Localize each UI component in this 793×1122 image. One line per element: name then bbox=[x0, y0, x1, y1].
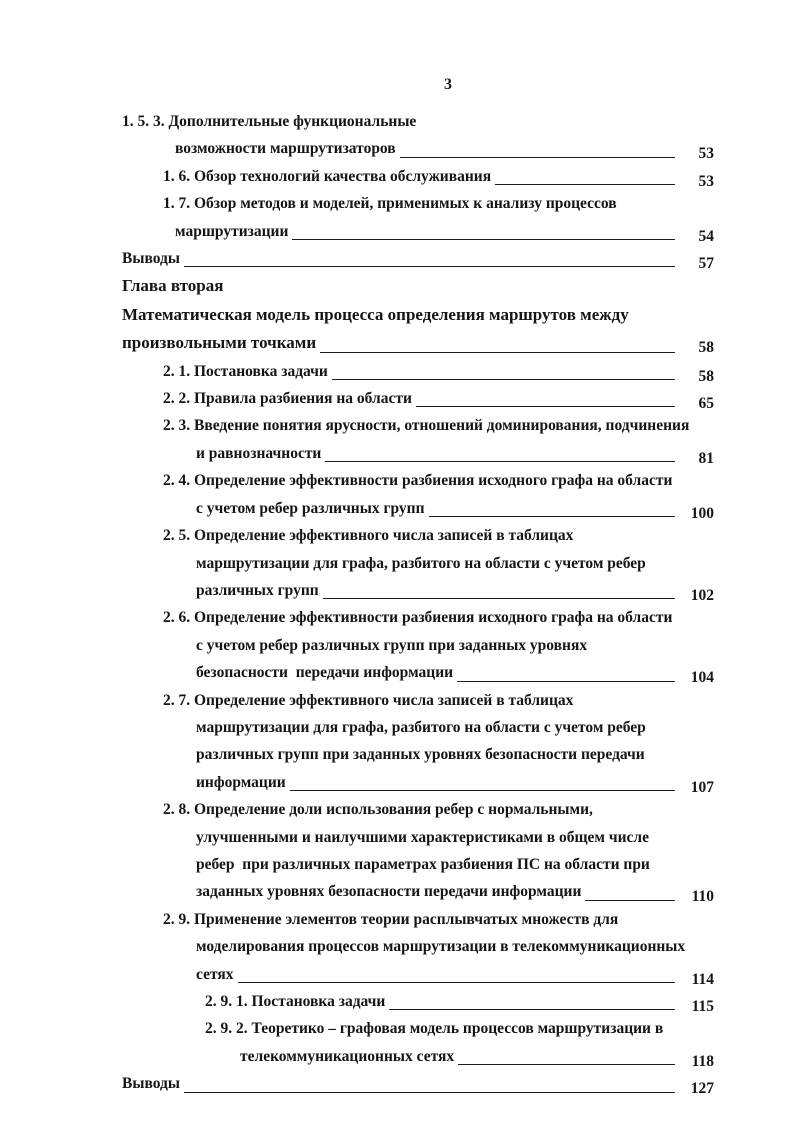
toc-line bbox=[122, 577, 714, 604]
toc-line bbox=[122, 933, 714, 960]
leader-line bbox=[180, 245, 682, 272]
toc-line-text: с учетом ребер различных групп bbox=[196, 499, 425, 517]
leader-line bbox=[319, 577, 682, 604]
toc-line bbox=[122, 495, 714, 522]
toc-line bbox=[122, 687, 714, 714]
toc-line-text: телекоммуникационных сетях bbox=[240, 1047, 455, 1065]
toc-line bbox=[122, 851, 714, 878]
leader-line bbox=[453, 659, 682, 686]
toc-line-text: 1. 7. Обзор методов и моделей, применимых к анализу процессов bbox=[163, 195, 617, 213]
toc-line-text: 2. 1. Постановка задачи bbox=[163, 362, 328, 380]
toc-line-text: 2. 9. 2. Теоретико – графовая модель процессов маршрутизации в bbox=[205, 1020, 664, 1038]
toc-line bbox=[122, 824, 714, 851]
page-ref: 53 bbox=[698, 145, 714, 163]
toc-line bbox=[122, 906, 714, 933]
toc-entry bbox=[122, 796, 714, 906]
toc-line bbox=[122, 135, 714, 162]
toc-line bbox=[122, 522, 714, 549]
toc-line bbox=[122, 961, 714, 988]
toc-line bbox=[122, 467, 714, 494]
leader-line bbox=[234, 961, 683, 988]
toc-line bbox=[122, 163, 714, 190]
toc-line bbox=[122, 632, 714, 659]
toc-line bbox=[122, 190, 714, 217]
leader-line bbox=[321, 440, 682, 467]
toc-line-text: 1. 6. Обзор технологий качества обслуживания bbox=[163, 167, 492, 185]
page-ref: 110 bbox=[691, 888, 714, 906]
toc-line-text: и равнозначности bbox=[196, 444, 322, 462]
toc-entry bbox=[122, 245, 714, 272]
toc-line bbox=[122, 769, 714, 796]
toc-chapter-heading bbox=[122, 272, 714, 300]
page-ref: 114 bbox=[691, 970, 714, 988]
page-ref: 58 bbox=[698, 339, 714, 357]
toc-entry bbox=[122, 988, 714, 1015]
page-ref: 127 bbox=[690, 1080, 714, 1098]
toc-line bbox=[122, 440, 714, 467]
page-ref: 57 bbox=[698, 255, 714, 273]
toc-entry bbox=[122, 163, 714, 190]
toc-line-text: 2. 8. Определение доли использования ребер с нормальными, bbox=[163, 801, 593, 819]
page-ref: 81 bbox=[698, 449, 714, 467]
toc-line bbox=[122, 714, 714, 741]
toc-line-text: моделирования процессов маршрутизации в телекоммуникационных bbox=[196, 938, 686, 956]
toc-line-text: Глава вторая bbox=[122, 276, 224, 296]
toc-entry bbox=[122, 467, 714, 522]
toc-line-text: Выводы bbox=[122, 1075, 180, 1093]
toc bbox=[122, 108, 714, 1098]
toc-line-text: 1. 5. 3. Дополнительные функциональные bbox=[122, 113, 417, 130]
toc-line-text: сетях bbox=[196, 965, 234, 983]
toc-line bbox=[122, 988, 714, 1015]
page-ref: 104 bbox=[690, 669, 714, 687]
toc-line-text: информации bbox=[196, 773, 286, 791]
leader-line bbox=[491, 163, 682, 190]
toc-line bbox=[122, 741, 714, 768]
toc-line-text: заданных уровнях безопасности передачи информации bbox=[196, 883, 582, 901]
toc-line bbox=[122, 301, 714, 329]
toc-line-text: 2. 2. Правила разбиения на области bbox=[163, 390, 412, 408]
toc-entry bbox=[122, 385, 714, 412]
page-ref: 53 bbox=[698, 172, 714, 190]
toc-content bbox=[122, 76, 714, 1098]
toc-entry bbox=[122, 687, 714, 797]
toc-line bbox=[122, 878, 714, 905]
toc-entry bbox=[122, 412, 714, 467]
leader-line bbox=[396, 135, 682, 162]
toc-line-text: Выводы bbox=[122, 250, 180, 268]
leader-line bbox=[288, 218, 682, 245]
toc-line bbox=[122, 245, 714, 272]
toc-entry bbox=[122, 604, 714, 686]
toc-line-text: различных групп bbox=[196, 581, 319, 599]
toc-entry bbox=[122, 1015, 714, 1070]
toc-line bbox=[122, 1043, 714, 1070]
page-ref: 107 bbox=[690, 778, 714, 796]
toc-line-text: маршрутизации bbox=[175, 222, 289, 240]
toc-line-text: 2. 6. Определение эффективности разбиения исходного графа на области bbox=[163, 609, 673, 627]
toc-entry bbox=[122, 358, 714, 385]
leader-line bbox=[385, 988, 682, 1015]
leader-line bbox=[328, 358, 682, 385]
toc-line-text: возможности маршрутизаторов bbox=[175, 140, 396, 158]
toc-entry bbox=[122, 190, 714, 245]
toc-line bbox=[122, 218, 714, 245]
toc-entry bbox=[122, 906, 714, 988]
toc-line-text: маршрутизации для графа, разбитого на области с учетом ребер bbox=[196, 554, 646, 572]
page-ref: 54 bbox=[698, 227, 714, 245]
toc-line-text: с учетом ребер различных групп при заданных уровнях bbox=[196, 636, 588, 654]
leader-line bbox=[316, 329, 682, 357]
page-number: 3 bbox=[444, 76, 452, 93]
toc-line-text: 2. 4. Определение эффективности разбиения исходного графа на области bbox=[163, 472, 673, 490]
toc-line-text: улучшенными и наилучшими характеристиками в общем числе bbox=[196, 828, 649, 846]
toc-line bbox=[122, 604, 714, 631]
page-ref: 115 bbox=[691, 998, 714, 1015]
toc-line bbox=[122, 796, 714, 823]
leader-line bbox=[412, 385, 682, 412]
toc-line bbox=[122, 1070, 714, 1097]
leader-line bbox=[286, 769, 682, 796]
toc-line-text: 2. 9. 1. Постановка задачи bbox=[205, 993, 386, 1010]
toc-line-text: 2. 5. Определение эффективного числа записей в таблицах bbox=[163, 527, 574, 545]
toc-line bbox=[122, 412, 714, 439]
toc-line-text: ребер при различных параметрах разбиения ПС на области при bbox=[196, 855, 650, 873]
toc-line bbox=[122, 550, 714, 577]
toc-line-text: 2. 3. Введение понятия ярусности, отношений доминирования, подчинения bbox=[163, 417, 690, 435]
toc-line bbox=[122, 1015, 714, 1042]
toc-entry bbox=[122, 1070, 714, 1097]
page-ref: 58 bbox=[698, 367, 714, 385]
toc-line-text: Математическая модель процесса определения маршрутов между bbox=[122, 304, 629, 324]
page-ref: 118 bbox=[691, 1052, 714, 1070]
toc-line-text: 2. 7. Определение эффективного числа записей в таблицах bbox=[163, 691, 574, 709]
page-ref: 65 bbox=[698, 395, 714, 413]
toc-line-text: маршрутизации для графа, разбитого на области с учетом ребер bbox=[196, 718, 646, 736]
page-ref: 102 bbox=[690, 586, 714, 604]
leader-line bbox=[581, 878, 682, 905]
toc-line-text: безопасности передачи информации bbox=[196, 664, 454, 682]
toc-line bbox=[122, 358, 714, 385]
toc-line-text: различных групп при заданных уровнях безопасности передачи bbox=[196, 746, 645, 764]
toc-line bbox=[122, 329, 714, 357]
toc-line bbox=[122, 385, 714, 412]
toc-line bbox=[122, 108, 714, 135]
leader-line bbox=[425, 495, 682, 522]
toc-line bbox=[122, 659, 714, 686]
leader-line bbox=[180, 1070, 682, 1097]
leader-line bbox=[454, 1043, 682, 1070]
toc-chapter-heading bbox=[122, 301, 714, 358]
toc-line bbox=[122, 272, 714, 300]
toc-line-text: произвольными точками bbox=[122, 333, 317, 353]
toc-entry bbox=[122, 522, 714, 604]
toc-entry bbox=[122, 108, 714, 163]
toc-line-text: 2. 9. Применение элементов теории расплывчатых множеств для bbox=[163, 910, 619, 928]
page-ref: 100 bbox=[690, 504, 714, 522]
